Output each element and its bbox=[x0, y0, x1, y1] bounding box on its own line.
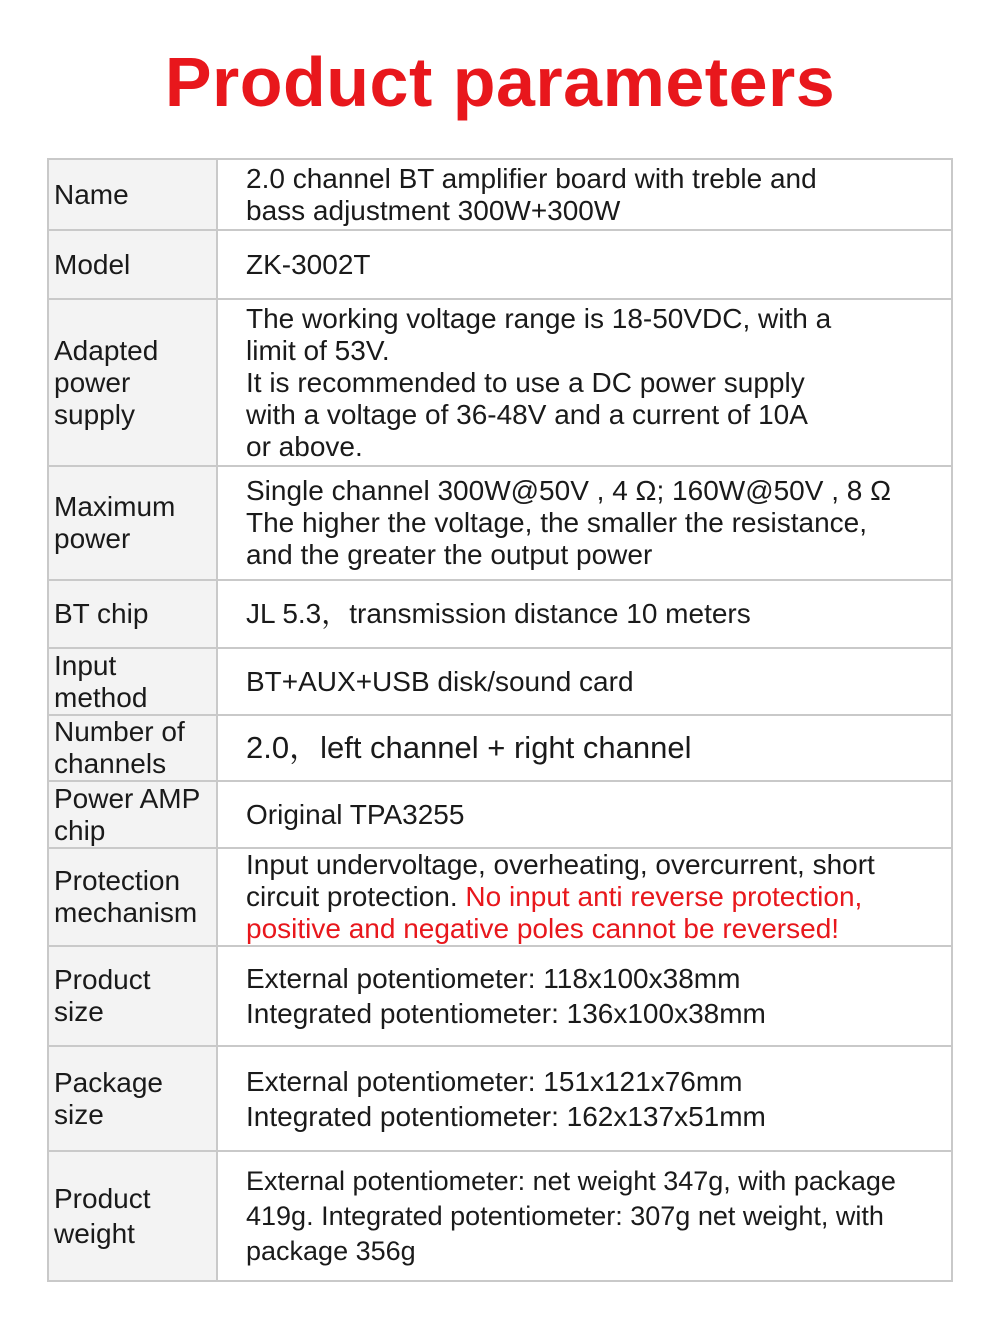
row-label: Product size bbox=[54, 964, 151, 1027]
table-row-power-supply bbox=[48, 299, 952, 466]
value-cell bbox=[217, 159, 952, 230]
table-row-model bbox=[48, 230, 952, 299]
label-cell bbox=[48, 1046, 217, 1151]
label-cell bbox=[48, 781, 217, 848]
row-label: Number of channels bbox=[54, 716, 185, 779]
label-cell bbox=[48, 715, 217, 781]
value-cell bbox=[217, 1046, 952, 1151]
row-label: Input method bbox=[54, 649, 148, 713]
row-value: External potentiometer: 118x100x38mm Integrated potentiometer: 136x100x38mm bbox=[246, 963, 766, 1029]
value-cell bbox=[217, 715, 952, 781]
table-row-max-power bbox=[48, 466, 952, 580]
table-row-input-method bbox=[48, 648, 952, 715]
row-value: Original TPA3255 bbox=[246, 798, 465, 830]
row-label: Power AMP chip bbox=[54, 782, 201, 846]
row-label: Adapted power supply bbox=[54, 334, 159, 430]
row-label: BT chip bbox=[54, 598, 149, 629]
row-value: ZK-3002T bbox=[246, 248, 371, 280]
value-cell bbox=[217, 466, 952, 580]
table-row-weight bbox=[48, 1151, 952, 1281]
label-cell bbox=[48, 230, 217, 299]
page-title: Product parameters bbox=[164, 43, 836, 121]
value-cell bbox=[217, 299, 952, 466]
table-row-channels bbox=[48, 715, 952, 781]
row-value: Single channel 300W@50V , 4 Ω; 160W@50V , 8 Ω The higher the voltage, the smaller the resistance, and the greater the output power bbox=[246, 475, 892, 570]
row-value bbox=[246, 849, 943, 945]
row-label: Protection mechanism bbox=[54, 865, 198, 928]
protection-warning: No input anti reverse protection, positive and negative poles cannot be reversed! bbox=[246, 881, 863, 944]
row-value: JL 5.3，transmission distance 10 meters bbox=[246, 598, 751, 629]
row-label: Product weight bbox=[54, 1183, 151, 1249]
table-row-product-size bbox=[48, 946, 952, 1046]
table-row-name bbox=[48, 159, 952, 230]
value-cell bbox=[217, 580, 952, 648]
row-value: BT+AUX+USB disk/sound card bbox=[246, 665, 634, 697]
label-cell bbox=[48, 848, 217, 946]
label-cell bbox=[48, 580, 217, 648]
value-cell bbox=[217, 1151, 952, 1281]
value-cell bbox=[217, 781, 952, 848]
row-value: 2.0，left channel + right channel bbox=[246, 730, 692, 765]
table-row-protection bbox=[48, 848, 952, 946]
row-value: External potentiometer: net weight 347g, with package 419g. Integrated potentiometer: 307g net weight, with package 356g bbox=[246, 1165, 896, 1266]
label-cell bbox=[48, 159, 217, 230]
row-value: The working voltage range is 18-50VDC, with a limit of 53V. It is recommended to use a DC power supply with a voltage of 36-48V and a current of 10A or above. bbox=[246, 302, 832, 462]
label-cell bbox=[48, 299, 217, 466]
row-label: Maximum power bbox=[54, 491, 176, 554]
spec-table bbox=[47, 158, 953, 1282]
label-cell bbox=[48, 946, 217, 1046]
row-label: Package size bbox=[54, 1066, 163, 1130]
table-row-bt-chip bbox=[48, 580, 952, 648]
label-cell bbox=[48, 1151, 217, 1281]
row-label: Model bbox=[54, 248, 131, 280]
label-cell bbox=[48, 648, 217, 715]
value-cell bbox=[217, 848, 952, 946]
value-cell bbox=[217, 946, 952, 1046]
table-row-package-size bbox=[48, 1046, 952, 1151]
value-cell bbox=[217, 648, 952, 715]
row-label: Name bbox=[54, 178, 129, 210]
protection-text: Input undervoltage, overheating, overcurrent, short circuit protection. bbox=[246, 849, 875, 912]
row-value: External potentiometer: 151x121x76mm Integrated potentiometer: 162x137x51mm bbox=[246, 1065, 766, 1132]
label-cell bbox=[48, 466, 217, 580]
table-row-amp-chip bbox=[48, 781, 952, 848]
value-cell bbox=[217, 230, 952, 299]
row-value: 2.0 channel BT amplifier board with treble and bass adjustment 300W+300W bbox=[246, 162, 817, 226]
